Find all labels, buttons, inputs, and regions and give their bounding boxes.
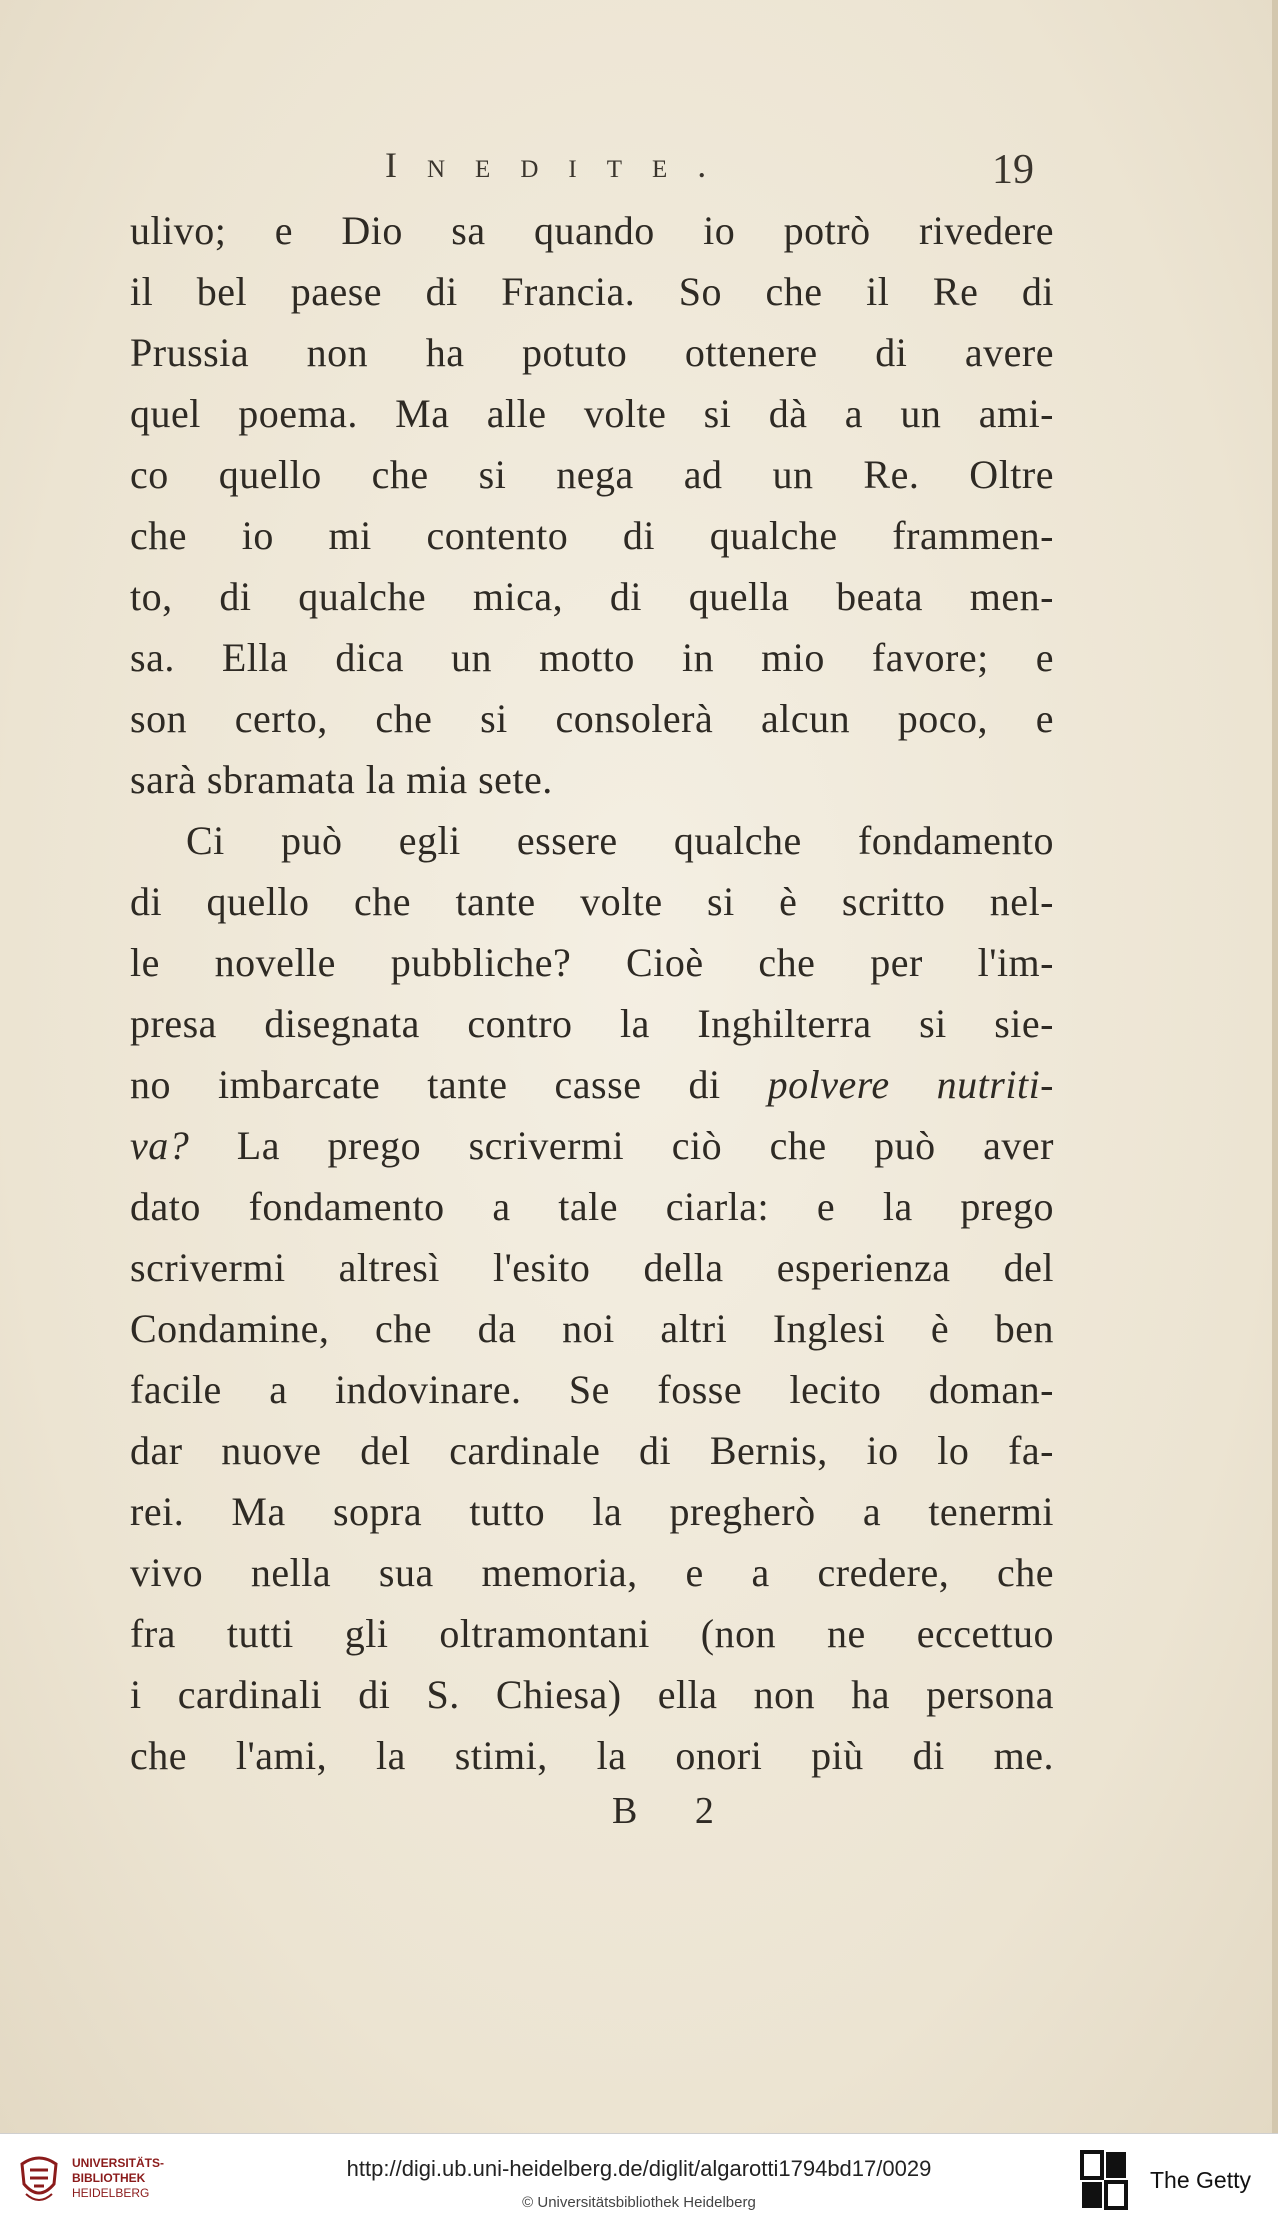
text-line [130,932,1054,993]
text-line [130,993,1054,1054]
text-line [130,749,1054,810]
text-line-roman: dato fondamento a tale ciarla: e la prego [130,1184,1054,1229]
text-line-roman: to, di qualche mica, di quella beata men- [130,574,1054,619]
getty-logo-icon [1080,2150,1128,2210]
text-line-roman: son certo, che si consolerà alcun poco, e [130,696,1054,741]
text-line-roman: dar nuove del cardinale di Bernis, io lo fa- [130,1428,1054,1473]
text-line-italic: polvere nutriti- [767,1062,1054,1107]
text-line-roman: presa disegnata contro la Inghilterra si sie- [130,1001,1054,1046]
page-edge [1272,0,1278,2133]
text-line [130,261,1054,322]
text-line-roman: no imbarcate tante casse di [130,1062,768,1107]
text-line [130,871,1054,932]
text-line-roman: che l'ami, la stimi, la onori più di me. [130,1733,1054,1778]
text-line-roman: Condamine, che da noi altri Inglesi è ben [130,1306,1054,1351]
text-line [130,1176,1054,1237]
library-name-line3: HEIDELBERG [72,2186,150,2200]
text-line [130,383,1054,444]
text-line [130,1420,1054,1481]
viewer-footer [0,2133,1278,2227]
text-line [130,688,1054,749]
text-line [130,627,1054,688]
text-line [130,1481,1054,1542]
text-line-roman: La prego scrivermi ciò che può aver [189,1123,1054,1168]
library-name-line2: BIBLIOTHEK [72,2171,146,2185]
text-line-roman: vivo nella sua memoria, e a credere, che [130,1550,1054,1595]
copyright-notice: © Universitätsbibliothek Heidelberg [522,2194,756,2211]
signature-mark: B 2 [612,1790,738,1832]
text-line-roman: che io mi contento di qualche frammen- [130,513,1054,558]
running-head [0,144,1278,194]
text-line-roman: di quello che tante volte si è scritto nel- [130,879,1054,924]
text-line [130,1298,1054,1359]
text-line-roman: i cardinali di S. Chiesa) ella non ha persona [130,1672,1054,1717]
text-line-roman: fra tutti gli oltramontani (non ne eccettuo [130,1611,1054,1656]
text-line-roman: facile a indovinare. Se fosse lecito doman- [130,1367,1054,1412]
page-number: 19 [992,147,1034,193]
text-line [130,1664,1054,1725]
text-line [130,1115,1054,1176]
text-line [130,566,1054,627]
text-line [130,505,1054,566]
text-line [130,1237,1054,1298]
text-line [130,1603,1054,1664]
text-line [130,1542,1054,1603]
partner-name: The Getty [1150,2167,1251,2193]
library-name-line1: UNIVERSITÄTS- [72,2156,165,2170]
text-line-roman: rei. Ma sopra tutto la pregherò a tenermi [130,1489,1054,1534]
text-line-roman: sa. Ella dica un motto in mio favore; e [130,635,1054,680]
text-line-roman: il bel paese di Francia. So che il Re di [130,269,1054,314]
text-line [130,200,1054,261]
text-line [130,1054,1054,1115]
text-line-roman: quel poema. Ma alle volte si dà a un ami- [130,391,1054,436]
text-line [130,1359,1054,1420]
permalink-url[interactable]: http://digi.ub.uni-heidelberg.de/diglit/algarotti1794bd17/0029 [346,2156,932,2181]
text-line [130,322,1054,383]
body-text [130,200,1054,1786]
text-line-roman: le novelle pubbliche? Cioè che per l'im- [130,940,1054,985]
text-line-italic: va? [130,1123,190,1168]
text-line-roman: Ci può egli essere qualche fondamento [186,818,1054,863]
text-line-roman: sarà sbramata la mia sete. [130,757,553,802]
text-line-roman: co quello che si nega ad un Re. Oltre [130,452,1054,497]
text-line [130,444,1054,505]
text-line [130,1725,1054,1786]
running-title: Inedite. [385,145,737,185]
text-line-roman: scrivermi altresì l'esito della esperienza del [130,1245,1054,1290]
text-line-roman: ulivo; e Dio sa quando io potrò rivedere [130,208,1054,253]
text-line-roman: Prussia non ha potuto ottenere di avere [130,330,1054,375]
text-line [130,810,1054,871]
